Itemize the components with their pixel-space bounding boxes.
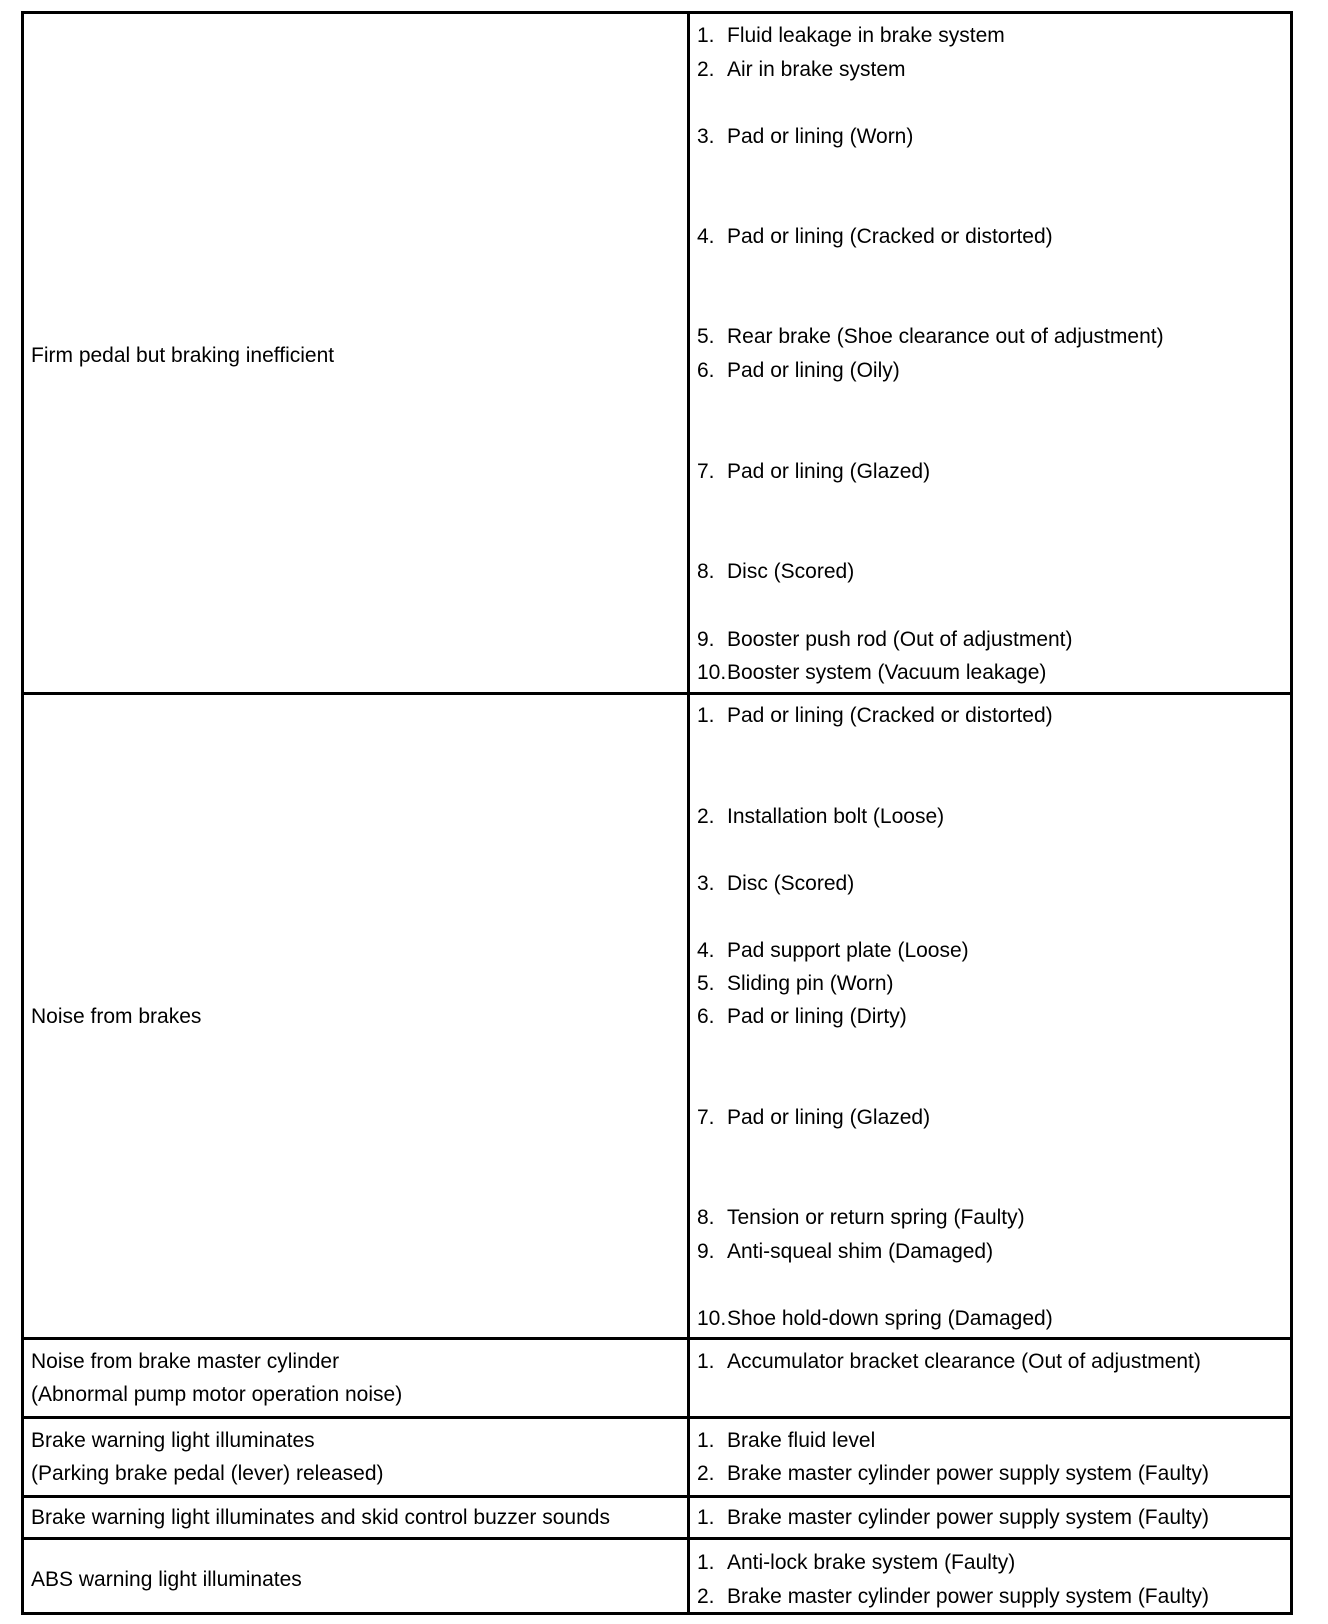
table-row-border bbox=[21, 692, 1293, 695]
cause-number: 9. bbox=[697, 1240, 715, 1263]
cause-text: Rear brake (Shoe clearance out of adjustment) bbox=[727, 325, 1164, 348]
cause-text: Disc (Scored) bbox=[727, 560, 855, 583]
symptom-text: Firm pedal but braking inefficient bbox=[31, 344, 335, 367]
cause-number: 10. bbox=[697, 1307, 727, 1330]
table-left-border bbox=[21, 11, 24, 1615]
cause-number: 1. bbox=[697, 1350, 715, 1373]
cause-text: Accumulator bracket clearance (Out of adjustment) bbox=[727, 1350, 1201, 1373]
cause-number: 7. bbox=[697, 1106, 715, 1129]
cause-text: Anti-lock brake system (Faulty) bbox=[727, 1551, 1016, 1574]
column-divider bbox=[687, 11, 690, 1615]
cause-text: Pad or lining (Worn) bbox=[727, 125, 914, 148]
cause-number: 10. bbox=[697, 661, 727, 684]
cause-text: Pad or lining (Dirty) bbox=[727, 1005, 907, 1028]
cause-number: 1. bbox=[697, 704, 715, 727]
cause-text: Fluid leakage in brake system bbox=[727, 24, 1005, 47]
cause-number: 7. bbox=[697, 460, 715, 483]
cause-number: 6. bbox=[697, 359, 715, 382]
cause-number: 2. bbox=[697, 1585, 715, 1608]
cause-text: Brake fluid level bbox=[727, 1429, 876, 1452]
cause-text: Shoe hold-down spring (Damaged) bbox=[727, 1307, 1053, 1330]
cause-number: 1. bbox=[697, 1551, 715, 1574]
cause-number: 1. bbox=[697, 1506, 715, 1529]
cause-number: 9. bbox=[697, 628, 715, 651]
cause-text: Booster system (Vacuum leakage) bbox=[727, 661, 1047, 684]
cause-text: Pad or lining (Cracked or distorted) bbox=[727, 225, 1053, 248]
cause-text: Brake master cylinder power supply system (Faulty) bbox=[727, 1585, 1209, 1608]
cause-number: 3. bbox=[697, 872, 715, 895]
cause-text: Booster push rod (Out of adjustment) bbox=[727, 628, 1073, 651]
cause-number: 2. bbox=[697, 58, 715, 81]
cause-text: Pad or lining (Cracked or distorted) bbox=[727, 704, 1053, 727]
table-row-border bbox=[21, 1337, 1293, 1340]
cause-text: Tension or return spring (Faulty) bbox=[727, 1206, 1025, 1229]
cause-number: 4. bbox=[697, 939, 715, 962]
symptom-text: Brake warning light illuminates bbox=[31, 1429, 315, 1452]
cause-number: 4. bbox=[697, 225, 715, 248]
table-row-border bbox=[21, 1495, 1293, 1498]
symptom-text: Noise from brakes bbox=[31, 1005, 202, 1028]
cause-text: Pad support plate (Loose) bbox=[727, 939, 969, 962]
symptom-text: (Parking brake pedal (lever) released) bbox=[31, 1462, 384, 1485]
cause-number: 5. bbox=[697, 972, 715, 995]
symptom-text: ABS warning light illuminates bbox=[31, 1568, 302, 1591]
cause-text: Installation bolt (Loose) bbox=[727, 805, 945, 828]
table-row-border bbox=[21, 1537, 1293, 1540]
cause-text: Anti-squeal shim (Damaged) bbox=[727, 1240, 994, 1263]
cause-number: 8. bbox=[697, 560, 715, 583]
cause-number: 5. bbox=[697, 325, 715, 348]
table-row-border bbox=[21, 1612, 1293, 1615]
symptom-text: Brake warning light illuminates and skid control buzzer sounds bbox=[31, 1506, 610, 1529]
symptom-text: (Abnormal pump motor operation noise) bbox=[31, 1383, 403, 1406]
table-row-border bbox=[21, 11, 1293, 14]
cause-number: 2. bbox=[697, 1462, 715, 1485]
cause-number: 1. bbox=[697, 24, 715, 47]
cause-text: Brake master cylinder power supply system (Faulty) bbox=[727, 1506, 1209, 1529]
table-row-border bbox=[21, 1416, 1293, 1419]
cause-text: Brake master cylinder power supply system (Faulty) bbox=[727, 1462, 1209, 1485]
cause-number: 2. bbox=[697, 805, 715, 828]
cause-text: Sliding pin (Worn) bbox=[727, 972, 894, 995]
cause-number: 6. bbox=[697, 1005, 715, 1028]
cause-text: Air in brake system bbox=[727, 58, 906, 81]
cause-number: 3. bbox=[697, 125, 715, 148]
table-right-border bbox=[1290, 11, 1293, 1615]
symptom-text: Noise from brake master cylinder bbox=[31, 1350, 340, 1373]
cause-number: 1. bbox=[697, 1429, 715, 1452]
cause-text: Disc (Scored) bbox=[727, 872, 855, 895]
cause-number: 8. bbox=[697, 1206, 715, 1229]
cause-text: Pad or lining (Oily) bbox=[727, 359, 900, 382]
cause-text: Pad or lining (Glazed) bbox=[727, 1106, 931, 1129]
cause-text: Pad or lining (Glazed) bbox=[727, 460, 931, 483]
